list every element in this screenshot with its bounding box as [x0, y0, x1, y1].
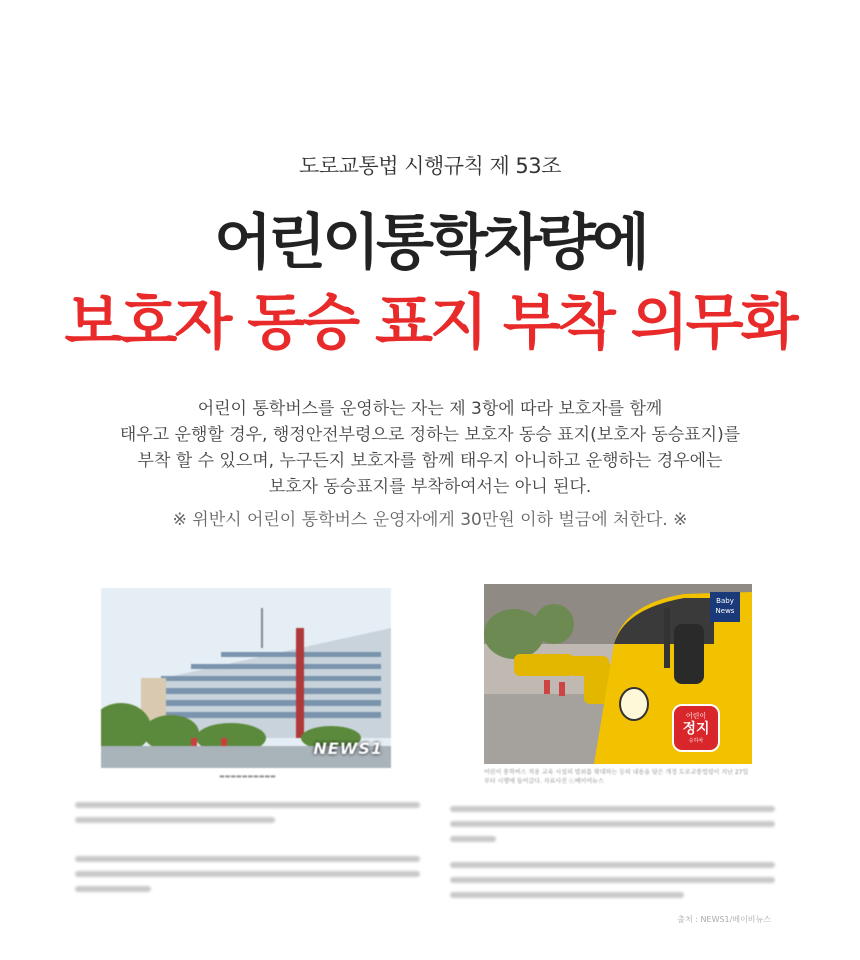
body-line: 어린이 통학버스를 운영하는 자는 제 3항에 따라 보호자를 함께 — [197, 399, 663, 419]
body-paragraph — [0, 396, 860, 500]
news1-watermark: NEWS1 — [313, 739, 383, 758]
blurred-article-text — [75, 802, 420, 901]
body-line: 보호자 동승표지를 부착하여서는 아니 된다. — [268, 477, 592, 497]
headline-line-1: 어린이통학차량에 — [214, 208, 646, 278]
government-building-photo — [101, 588, 391, 768]
article-clipping-left — [75, 580, 420, 900]
article-clipping-right — [440, 578, 785, 938]
law-subtitle: 도로교통법 시행규칙 제 53조 — [299, 154, 561, 178]
photo-caption: 어린이 통학버스 적용 교육 시설의 범위를 확대하는 등의 내용을 담은 개정 도로교통법령이 지난 27일부터 시행에 들어갔다. 자료사진 ⓒ베이비뉴스 — [484, 769, 749, 785]
body-line: 태우고 운행할 경우, 행정안전부령으로 정하는 보호자 동승 표지(보호자 동승표지)를 — [119, 425, 741, 445]
stop-sign-bottom-text: 승하차 — [688, 738, 704, 744]
photo-caption-blurred: ▬▬▬▬▬▬▬▬▬▬ — [219, 773, 276, 780]
blurred-article-text — [450, 806, 775, 907]
stop-sign — [672, 704, 720, 752]
headline-line-2: 보호자 동승 표지 부착 의무화 — [64, 288, 796, 358]
stop-sign-top-text: 어린이 — [685, 712, 707, 720]
school-bus-photo — [484, 584, 752, 764]
babynews-logo: Baby News — [710, 592, 740, 622]
penalty-warning: ※ 위반시 어린이 통학버스 운영자에게 30만원 이하 벌금에 처한다. ※ — [172, 510, 688, 530]
image-source-credit: 출처 : NEWS1/베이비뉴스 — [677, 915, 771, 924]
stop-sign-main-text: 정지 — [682, 721, 710, 737]
body-line: 부착 할 수 있으며, 누구든지 보호자를 함께 태우지 아니하고 운행하는 경우에는 — [137, 451, 723, 471]
